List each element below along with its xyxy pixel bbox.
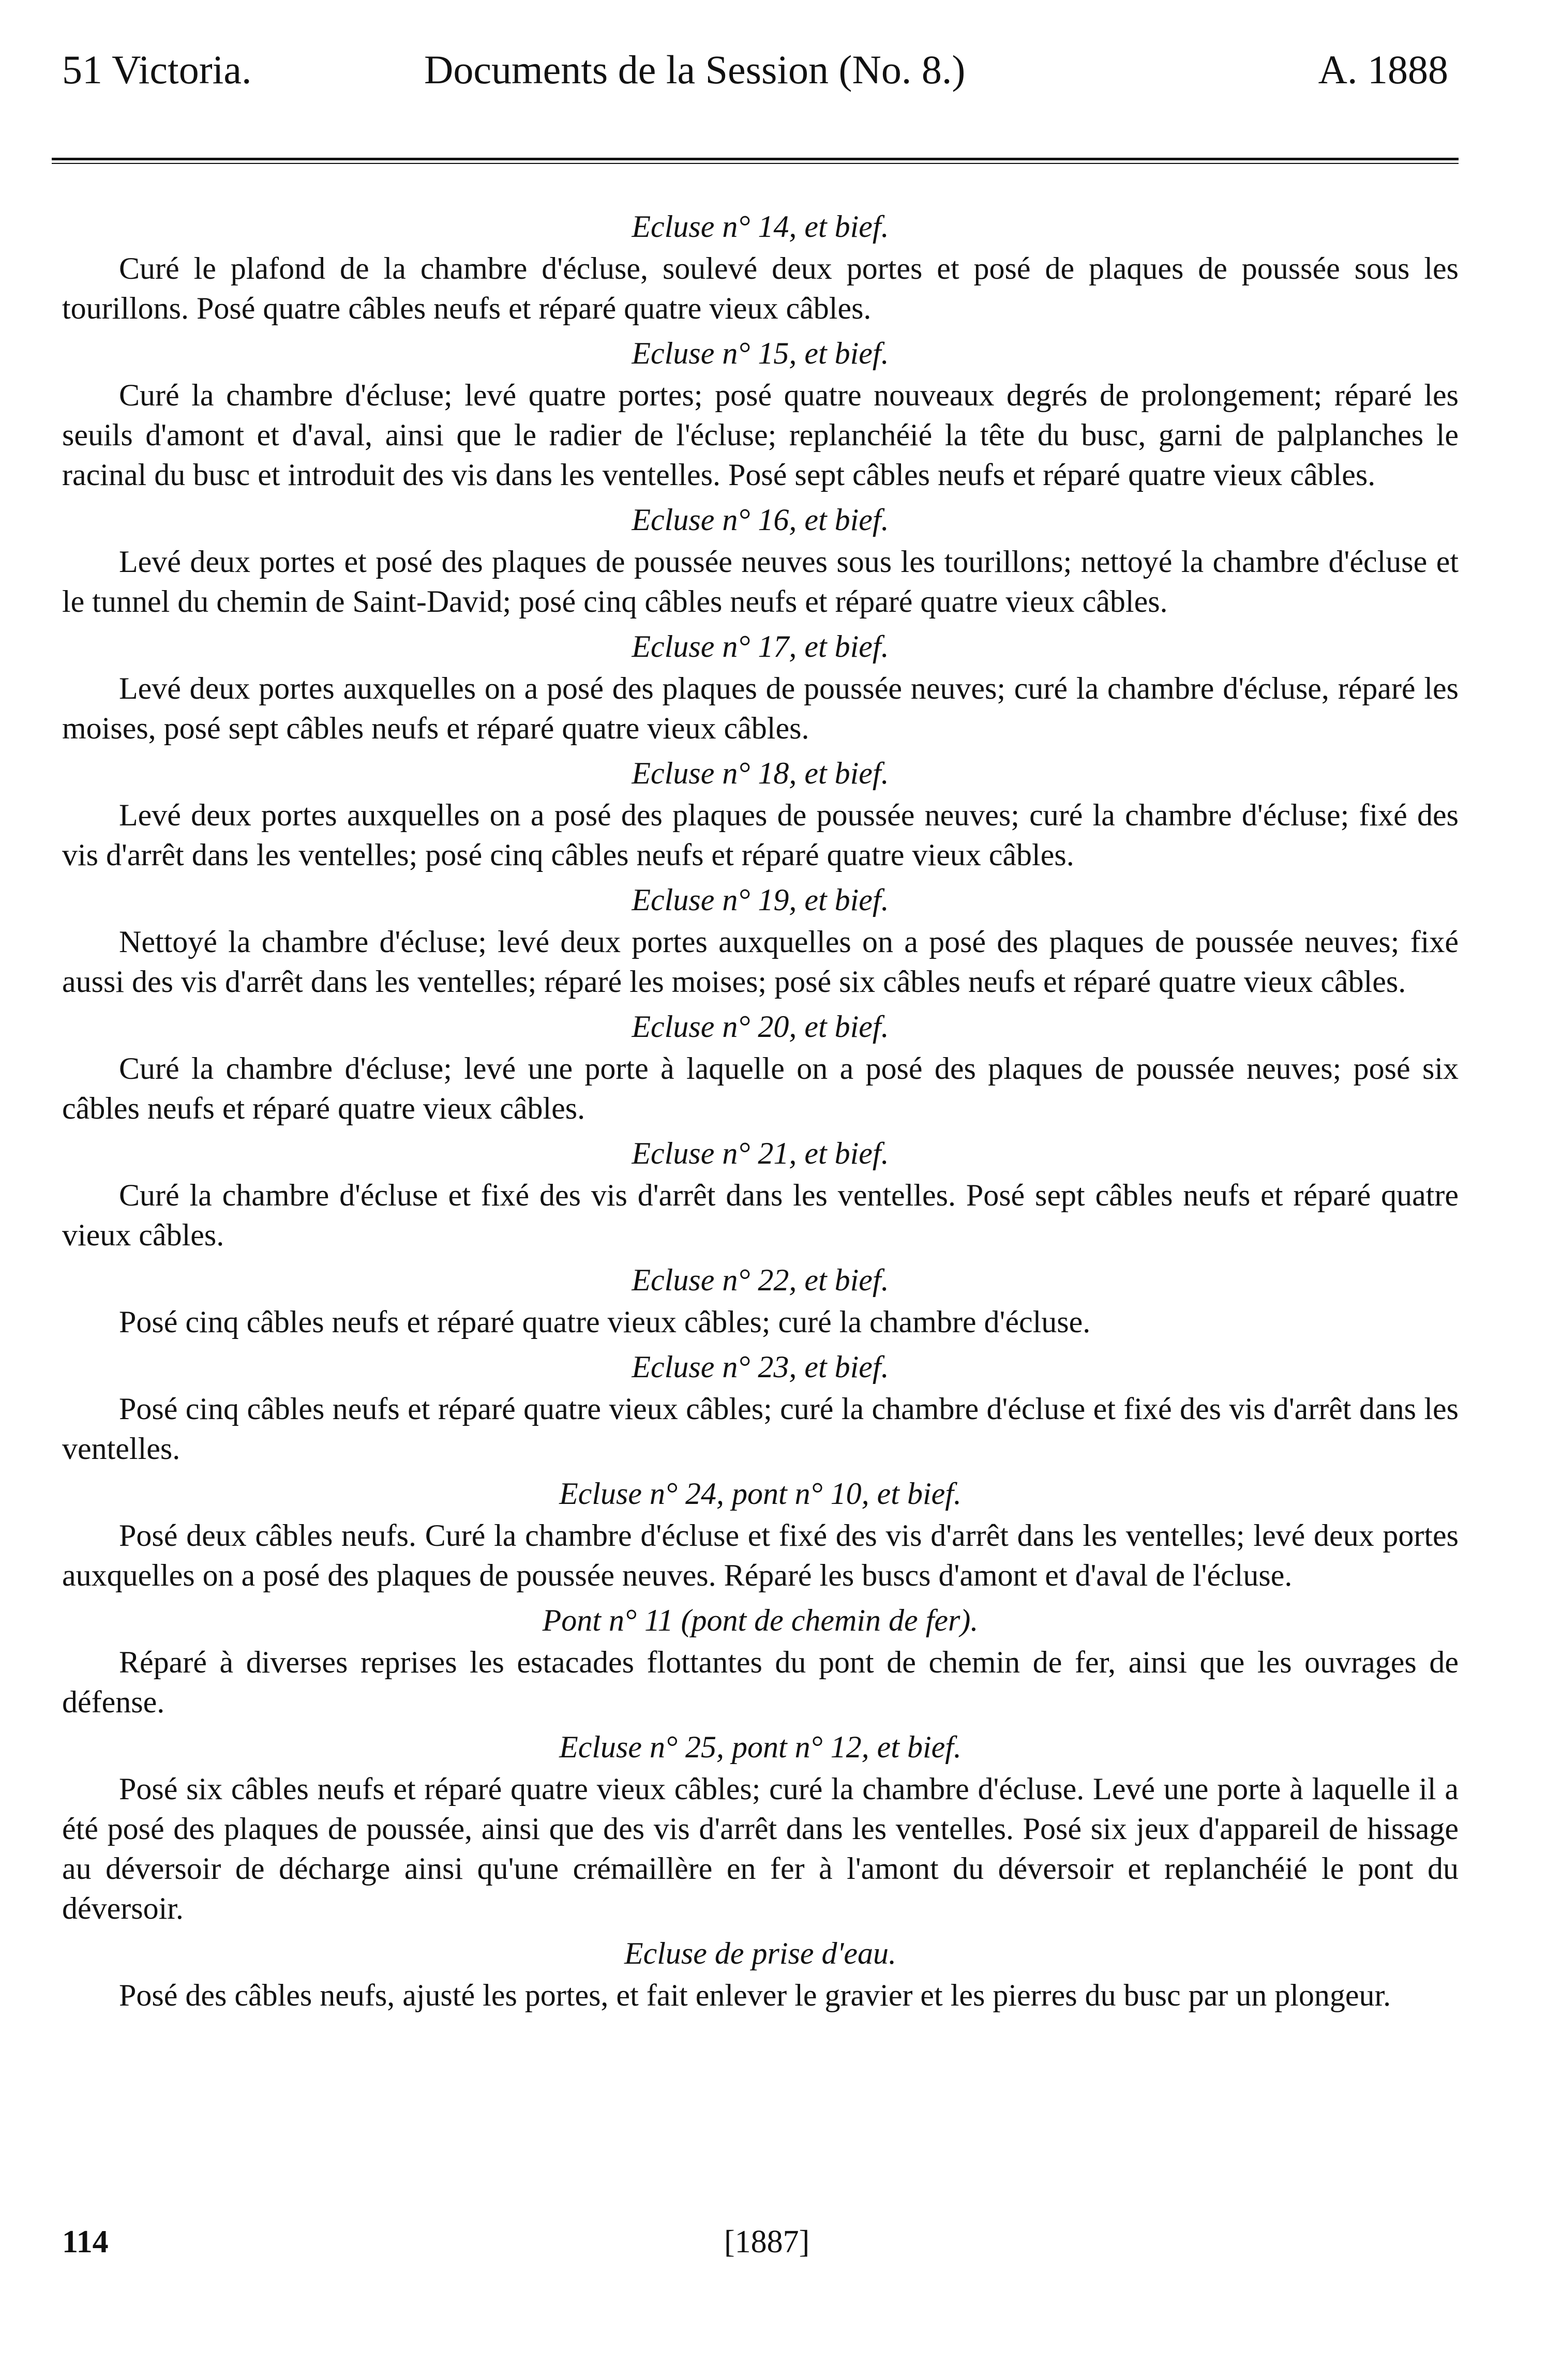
section bbox=[62, 1727, 1459, 1929]
header-volume: 51 Victoria. bbox=[62, 47, 252, 92]
section-text: Posé six câbles neufs et réparé quatre vieux câbles; curé la chambre d'écluse. Levé une porte à laquelle il a été posé des plaques de poussée, ainsi que des vis d'arrêt dans les ventelles. Posé six jeux d'appareil de hissage au déversoir de décharge ainsi qu'une crémaillère en fer à l'amont du déversoir et replanchéié le pont du déversoir. bbox=[62, 1772, 1459, 1925]
section-title: Ecluse n° 21, et bief. bbox=[632, 1136, 889, 1170]
header-rule-thin bbox=[52, 163, 1459, 164]
page-footer bbox=[62, 2224, 1459, 2265]
section-text: Curé la chambre d'écluse; levé une porte à laquelle on a posé des plaques de poussée neuves; posé six câbles neufs et réparé quatre vieux câbles. bbox=[62, 1051, 1459, 1125]
section-title: Ecluse n° 14, et bief. bbox=[632, 209, 889, 244]
section-title: Ecluse n° 15, et bief. bbox=[632, 336, 889, 370]
section-title: Ecluse n° 16, et bief. bbox=[632, 503, 889, 537]
section bbox=[62, 880, 1459, 1002]
section-title: Ecluse de prise d'eau. bbox=[624, 1936, 897, 1970]
section-text: Curé la chambre d'écluse et fixé des vis d'arrêt dans les ventelles. Posé sept câbles neufs et réparé quatre vieux câbles. bbox=[62, 1178, 1459, 1252]
section-title: Ecluse n° 22, et bief. bbox=[632, 1263, 889, 1297]
section-title: Ecluse n° 18, et bief. bbox=[632, 756, 889, 790]
section-title: Ecluse n° 19, et bief. bbox=[632, 883, 889, 917]
section-text: Posé deux câbles neufs. Curé la chambre d'écluse et fixé des vis d'arrêt dans les ventelles; levé deux portes auxquelles on a posé des plaques de poussée neuves. Réparé les buscs d'amont et d'aval de l'écluse. bbox=[62, 1518, 1459, 1592]
section-text: Posé des câbles neufs, ajusté les portes, et fait enlever le gravier et les pierres du busc par un plongeur. bbox=[119, 1978, 1391, 2012]
section-title: Ecluse n° 20, et bief. bbox=[632, 1010, 889, 1044]
section-text: Réparé à diverses reprises les estacades flottantes du pont de chemin de fer, ainsi que les ouvrages de défense. bbox=[62, 1645, 1459, 1719]
section bbox=[62, 1934, 1459, 2015]
section-text: Levé deux portes et posé des plaques de poussée neuves sous les tourillons; nettoyé la chambre d'écluse et le tunnel du chemin de Saint-David; posé cinq câbles neufs et réparé quatre vieux câbles. bbox=[62, 545, 1459, 619]
section-text: Levé deux portes auxquelles on a posé des plaques de poussée neuves; curé la chambre d'écluse; fixé des vis d'arrêt dans les ventelles; posé cinq câbles neufs et réparé quatre vieux câbles. bbox=[62, 798, 1459, 872]
section bbox=[62, 1260, 1459, 1342]
page-number: 114 bbox=[62, 2224, 109, 2260]
section-text: Levé deux portes auxquelles on a posé des plaques de poussée neuves; curé la chambre d'écluse, réparé les moises, posé sept câbles neufs et réparé quatre vieux câbles. bbox=[62, 671, 1459, 745]
section bbox=[62, 1601, 1459, 1722]
section bbox=[62, 500, 1459, 622]
section bbox=[62, 627, 1459, 748]
section-text: Curé la chambre d'écluse; levé quatre portes; posé quatre nouveaux degrés de prolongement; réparé les seuils d'amont et d'aval, ainsi que le radier de l'écluse; replanchéié la tête du busc, garni de palplanches le racinal du busc et introduit des vis dans les ventelles. Posé sept câbles neufs et réparé quatre vieux câbles. bbox=[62, 378, 1459, 492]
section-title: Pont n° 11 (pont de chemin de fer). bbox=[542, 1603, 979, 1637]
section bbox=[62, 207, 1459, 328]
footer-year-mark: [1887] bbox=[724, 2224, 810, 2260]
page-header bbox=[62, 31, 1459, 109]
header-title: Documents de la Session (No. 8.) bbox=[424, 47, 966, 92]
section-text: Curé le plafond de la chambre d'écluse, soulevé deux portes et posé de plaques de poussée sous les tourillons. Posé quatre câbles neufs et réparé quatre vieux câbles. bbox=[62, 251, 1459, 325]
section bbox=[62, 754, 1459, 875]
section bbox=[62, 1474, 1459, 1595]
section-title: Ecluse n° 17, et bief. bbox=[632, 629, 889, 664]
section bbox=[62, 1007, 1459, 1128]
section-text: Posé cinq câbles neufs et réparé quatre vieux câbles; curé la chambre d'écluse. bbox=[119, 1305, 1091, 1339]
section bbox=[62, 1347, 1459, 1469]
document-body bbox=[62, 202, 1459, 2015]
section bbox=[62, 1134, 1459, 1255]
section bbox=[62, 334, 1459, 495]
section-text: Nettoyé la chambre d'écluse; levé deux portes auxquelles on a posé des plaques de poussée neuves; fixé aussi des vis d'arrêt dans les ventelles; réparé les moises; posé six câbles neufs et réparé quatre vieux câbles. bbox=[62, 925, 1459, 999]
header-rule bbox=[52, 158, 1459, 160]
section-title: Ecluse n° 23, et bief. bbox=[632, 1350, 889, 1384]
section-title: Ecluse n° 24, pont n° 10, et bief. bbox=[559, 1477, 962, 1511]
section-title: Ecluse n° 25, pont n° 12, et bief. bbox=[559, 1730, 962, 1764]
section-text: Posé cinq câbles neufs et réparé quatre vieux câbles; curé la chambre d'écluse et fixé des vis d'arrêt dans les ventelles. bbox=[62, 1392, 1459, 1466]
document-page bbox=[62, 31, 1459, 2012]
header-year: A. 1888 bbox=[1318, 47, 1448, 92]
